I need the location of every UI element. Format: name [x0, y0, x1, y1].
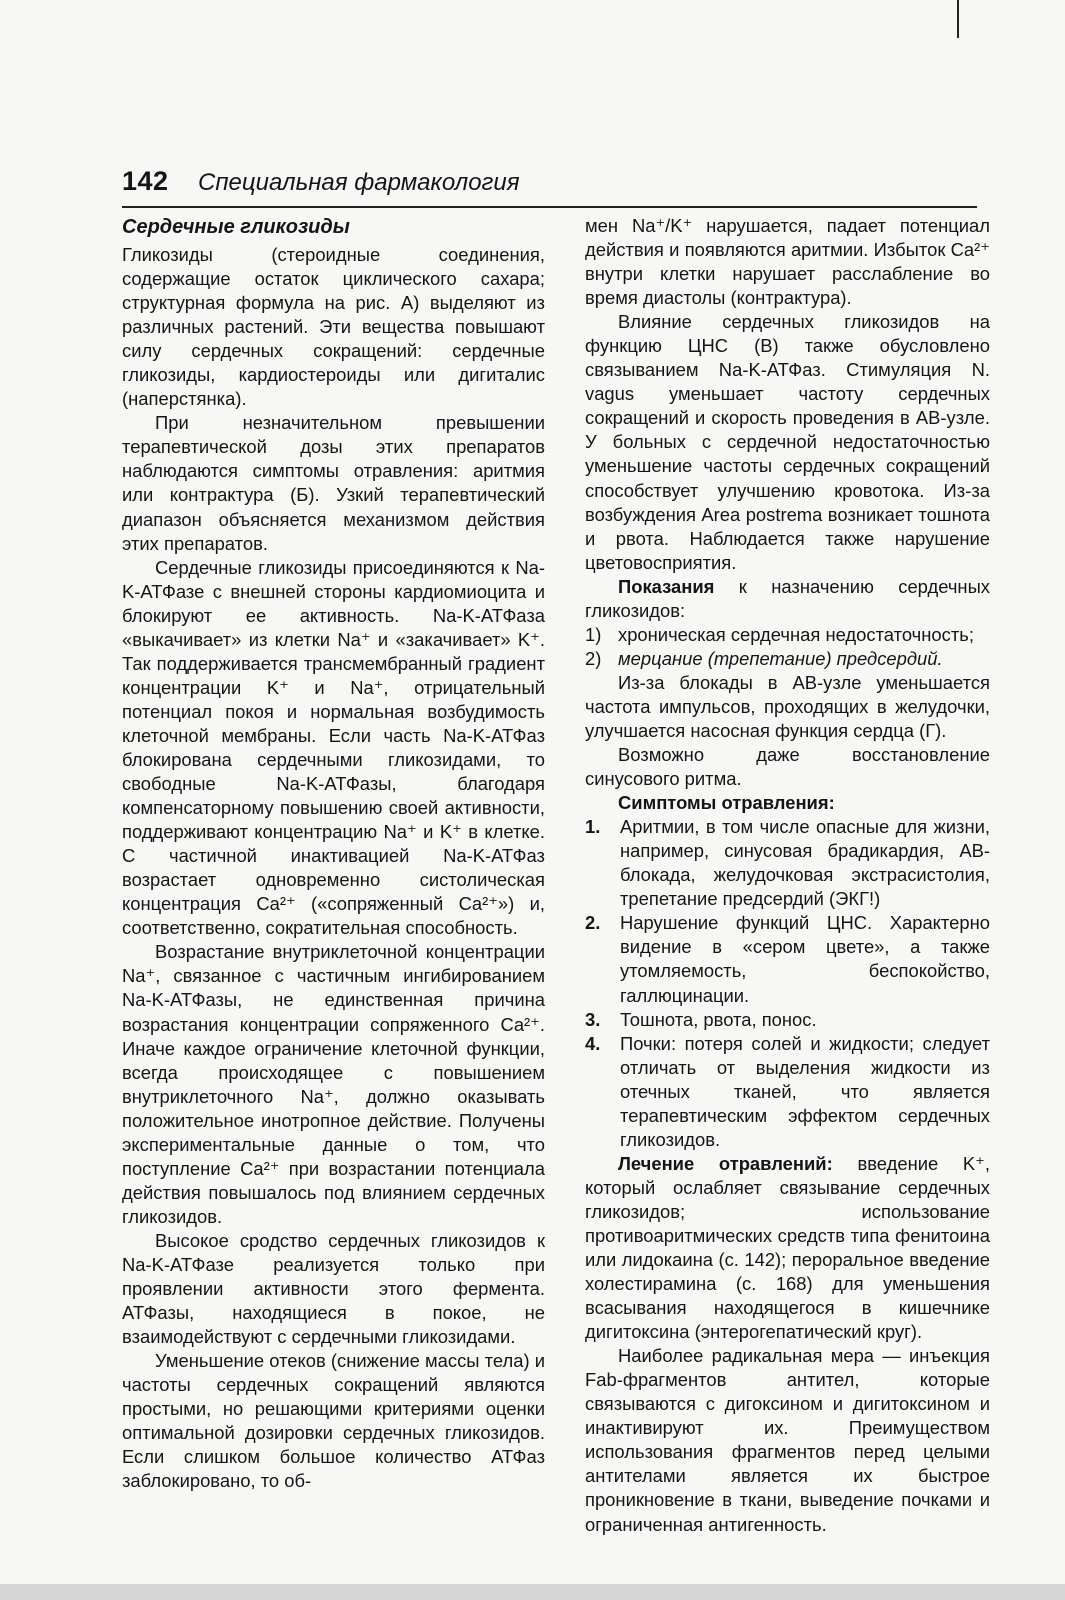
- paragraph-dosing: Уменьшение отеков (снижение массы тела) и частоты сердечных сокращений являются простыми, но решающими критериями оценки оптимальной дозировки сердечных гликозидов. Если слишком большое количество АТФаз заблокировано, то об-: [122, 1350, 545, 1492]
- paragraph-cns: Влияние сердечных гликозидов на функцию ЦНС (В) также обусловлено связыванием Na-K-АТФаз. Стимуляция N. vagus уменьшает частоту сердечных сокращений и скорость проведения в АВ-узле. У больных с сердечной недостаточностью уменьшение частоты сердечных сокращений способствует улучшению кровотока. Из-за возбуждения Area postrema возникает тошнота и рвота. Наблюдается также нарушение цветовосприятия.: [585, 311, 990, 573]
- list-marker: 2): [585, 647, 602, 669]
- list-item-text: Тошнота, рвота, понос.: [620, 1008, 817, 1030]
- list-marker: 3.: [585, 1008, 601, 1030]
- paragraph-sodium: Возрастание внутриклеточной концентрации Na⁺, связанное с частичным ингибированием Na-K-АТФазы, не единственная причина возрастания концентрации сопряженного Ca²⁺. Иначе каждое ограничение клеточной функции, всегда происходящее с повышением внутриклеточного Na⁺, должно оказывать положительное инотропное действие. Получены экспериментальные данные о том, что поступление Ca²⁺ при возрастании потенциала действия повышалось под влиянием сердечных гликозидов.: [122, 941, 545, 1227]
- scan-bottom-edge: [0, 1584, 1065, 1600]
- scan-edge-mark: [957, 0, 959, 38]
- left-column: [122, 214, 545, 1493]
- list-item-text: Почки: потеря солей и жидкости; следует отличать от выделения жидкости из отечных тканей, что является терапевтическим эффектом сердечных гликозидов.: [620, 1032, 990, 1150]
- list-item-text: мерцание (трепетание) предсердий.: [618, 647, 943, 669]
- paragraph-sinus: Возможно даже восстановление синусового ритма.: [585, 744, 990, 790]
- indications-list: [585, 623, 990, 671]
- list-marker: 4.: [585, 1032, 601, 1054]
- list-item: [585, 647, 990, 671]
- list-item-text: хроническая сердечная недостаточность;: [618, 623, 974, 645]
- list-item: [585, 1008, 990, 1032]
- list-marker: 1): [585, 623, 602, 645]
- paragraph-affinity: Высокое сродство сердечных гликозидов к Na-K-АТФазе реализуется только при проявлении активности этого фермента. АТФазы, находящиеся в покое, не взаимодействуют с сердечными гликозидами.: [122, 1229, 545, 1348]
- right-column: [585, 214, 990, 1537]
- paragraph-antibodies: Наиболее радикальная мера — инъекция Fab-фрагментов антител, которые связываются с дигоксином и дигитоксином и инактивируют их. Преимуществом использования фрагментов перед целыми антителами является их быстрое проникновение в ткани, выведение почками и ограниченная антигенность.: [585, 1345, 990, 1535]
- indications-intro: [585, 575, 990, 623]
- paragraph-av-block: Из-за блокады в АВ-узле уменьшается частота импульсов, проходящих в желудочки, улучшается насосная функция сердца (Г).: [585, 671, 990, 741]
- list-item-text: Аритмии, в том числе опасные для жизни, например, синусовая брадикардия, АВ-блокада, желудочковая экстрасистолия, трепетание предсердий (ЭКГ!): [620, 816, 990, 910]
- list-item: [585, 815, 990, 911]
- treatment-text: введение K⁺, который ослабляет связывание сердечных гликозидов; использование противоаритмических средств типа фенитоина или лидокаина (с. 142); пероральное введение холестирамина (с. 168) для уменьшения всасывания находящегося в кишечнике дигитоксина (энтерогепатический круг).: [585, 1152, 991, 1343]
- indications-text: к назначению сердечных гликозидов:: [585, 575, 990, 621]
- section-title: Сердечные гликозиды: [122, 216, 350, 238]
- paragraph-intro: Гликозиды (стероидные соединения, содержащие остаток циклического сахара; структурная формула на рис. А) выделяют из различных растений. Эти вещества повышают силу сердечных сокращений: сердечные гликозиды, кардиостероиды или дигиталис (наперстянка).: [122, 244, 545, 410]
- symptoms-list: [585, 815, 990, 1152]
- paragraph-treatment: [585, 1152, 990, 1344]
- list-item: [585, 1032, 990, 1152]
- running-title: Специальная фармакология: [198, 169, 520, 196]
- paragraph-mechanism: Сердечные гликозиды присоединяются к Na-K-АТФазе с внешней стороны кардиомиоцита и блокируют ее активность. Na-K-АТФаза «выкачивает» из клетки Na⁺ и «закачивает» K⁺. Так поддерживается трансмембранный градиент концентрации K⁺ и Na⁺, отрицательный потенциал покоя и нормальная возбудимость клеточной мембраны. Если часть Na-K-АТФаз блокирована сердечными гликозидами, то свободные Na-K-АТФазы, благодаря компенсаторному повышению своей активности, поддерживают концентрацию Na⁺ и K⁺ в клетке. С частичной инактивацией Na-K-АТФаз возрастает одновременно систолическая концентрация Ca²⁺ («сопряженный Ca²⁺») и, соответственно, сократительная способность.: [122, 556, 545, 939]
- list-item-text: Нарушение функций ЦНС. Характерно видение в «сером цвете», а также утомляемость, беспокойство, галлюцинации.: [620, 912, 990, 1006]
- paragraph-continuation: мен Na⁺/K⁺ нарушается, падает потенциал действия и появляются аритмии. Избыток Ca²⁺ внутри клетки нарушает расслабление во время диастолы (контрактура).: [585, 215, 990, 309]
- list-item: [585, 911, 990, 1007]
- page-number: 142: [122, 166, 169, 196]
- indications-label: Показания: [618, 575, 715, 597]
- list-marker: 1.: [585, 816, 601, 838]
- list-marker: 2.: [585, 912, 601, 934]
- list-item: [585, 623, 990, 647]
- treatment-label: Лечение отравлений:: [618, 1152, 833, 1174]
- paragraph-toxicity: При незначительном превышении терапевтической дозы этих препаратов наблюдаются симптомы отравления: аритмия или контрактура (Б). Узкий терапевтический диапазон объясняется механизмом действия этих препаратов.: [122, 412, 545, 554]
- symptoms-title: Симптомы отравления:: [618, 792, 835, 814]
- page-header: [122, 166, 977, 208]
